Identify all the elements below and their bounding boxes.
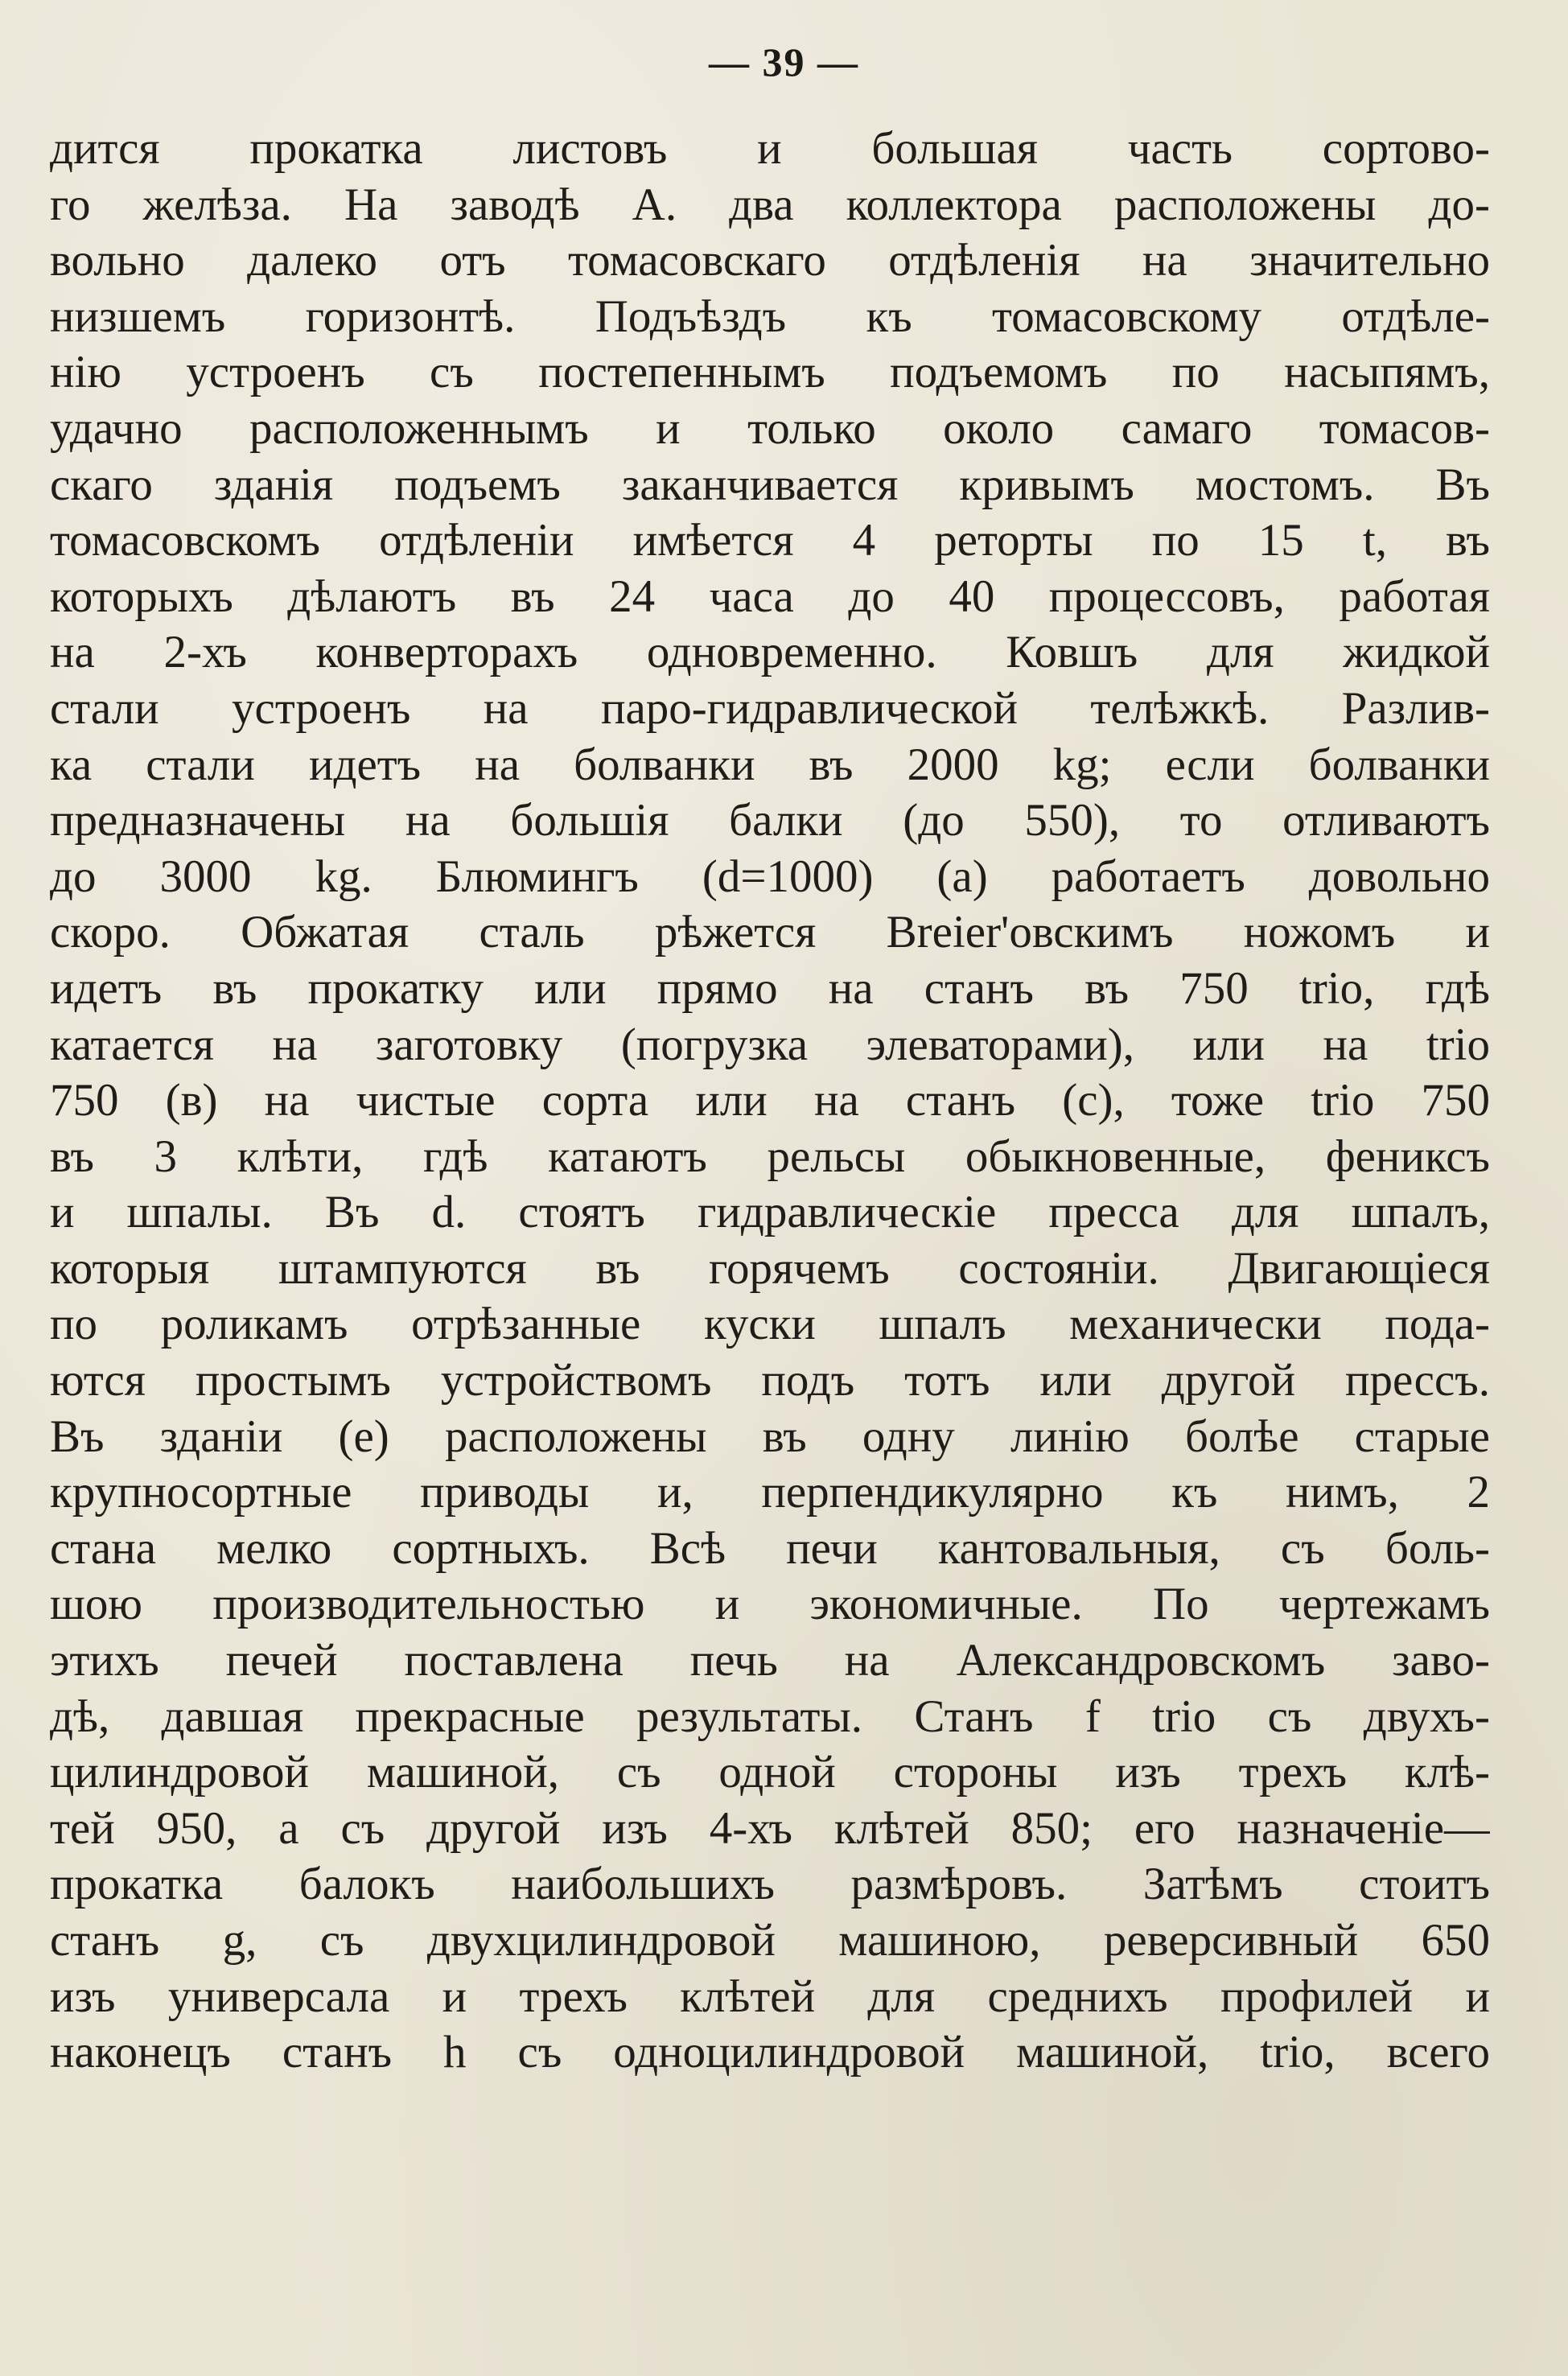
text-line: го желѣза. На заводѣ А. два коллектора расположены до- — [50, 179, 1490, 230]
text-line: изъ универсала и трехъ клѣтей для среднихъ профилей и — [50, 1970, 1490, 2022]
text-line: 750 (в) на чистые сорта или на станъ (c), тоже trio 750 — [50, 1075, 1490, 1126]
text-line: по роликамъ отрѣзанные куски шпалъ механически пода- — [50, 1299, 1490, 1350]
text-line: томасовскомъ отдѣленіи имѣется 4 реторты по 15 t, въ — [50, 515, 1490, 566]
text-line: крупносортные приводы и, перпендикулярно къ нимъ, 2 — [50, 1467, 1490, 1518]
text-line: низшемъ горизонтѣ. Подъѣздъ къ томасовскому отдѣле- — [50, 290, 1490, 342]
text-line: удачно расположеннымъ и только около самаго томасов- — [50, 402, 1490, 454]
text-line: предназначены на большія балки (до 550), то отливаютъ — [50, 795, 1490, 846]
text-line: скаго зданія подъемъ заканчивается кривымъ мостомъ. Въ — [50, 459, 1490, 510]
text-line: идетъ въ прокатку или прямо на станъ въ 750 trio, гдѣ — [50, 962, 1490, 1014]
text-line: которыя штампуются въ горячемъ состояніи. Двигающіеся — [50, 1242, 1490, 1294]
body-text — [50, 121, 1490, 2081]
text-line: ются простымъ устройствомъ подъ тотъ или другой прессъ. — [50, 1355, 1490, 1406]
text-line: и шпалы. Въ d. стоятъ гидравлическіе пресса для шпалъ, — [50, 1187, 1490, 1238]
text-line: въ 3 клѣти, гдѣ катаютъ рельсы обыкновенные, фениксъ — [50, 1130, 1490, 1182]
text-line: цилиндровой машиной, съ одной стороны изъ трехъ клѣ- — [50, 1747, 1490, 1798]
text-line: катается на заготовку (погрузка элеваторами), или на trio — [50, 1019, 1490, 1070]
text-line: ка стали идетъ на болванки въ 2000 kg; если болванки — [50, 739, 1490, 790]
text-line: которыхъ дѣлаютъ въ 24 часа до 40 процессовъ, работая — [50, 570, 1490, 622]
text-line: этихъ печей поставлена печь на Александровскомъ заво- — [50, 1635, 1490, 1686]
text-line: вольно далеко отъ томасовскаго отдѣленія на значительно — [50, 235, 1490, 286]
text-line: станъ g, съ двухцилиндровой машиною, реверсивный 650 — [50, 1915, 1490, 1966]
text-line: стали устроенъ на паро-гидравлической телѣжкѣ. Разлив- — [50, 682, 1490, 734]
text-line: дѣ, давшая прекрасные результаты. Станъ f trio съ двухъ- — [50, 1690, 1490, 1742]
text-line: наконецъ станъ h съ одноцилиндровой машиной, trio, всего — [50, 2027, 1490, 2078]
text-line: шою производительностью и экономичные. По чертежамъ — [50, 1579, 1490, 1630]
text-line: прокатка балокъ наибольшихъ размѣровъ. Затѣмъ стоитъ — [50, 1859, 1490, 1910]
text-line: Въ зданіи (e) расположены въ одну линію болѣе старые — [50, 1410, 1490, 1462]
page-number: — 39 — — [709, 39, 859, 84]
text-line: на 2-хъ конверторахъ одновременно. Ковшъ для жидкой — [50, 627, 1490, 678]
text-line: нію устроенъ съ постепеннымъ подъемомъ по насыпямъ, — [50, 347, 1490, 398]
text-line: тей 950, а съ другой изъ 4-хъ клѣтей 850; его назначеніе— — [50, 1802, 1490, 1854]
text-line: дится прокатка листовъ и большая часть сортово- — [50, 123, 1490, 174]
text-line: до 3000 kg. Блюмингъ (d=1000) (a) работаетъ довольно — [50, 850, 1490, 902]
text-line: стана мелко сортныхъ. Всѣ печи кантовальныя, съ боль- — [50, 1522, 1490, 1574]
text-line: скоро. Обжатая сталь рѣжется Breier'овскимъ ножомъ и — [50, 907, 1490, 958]
